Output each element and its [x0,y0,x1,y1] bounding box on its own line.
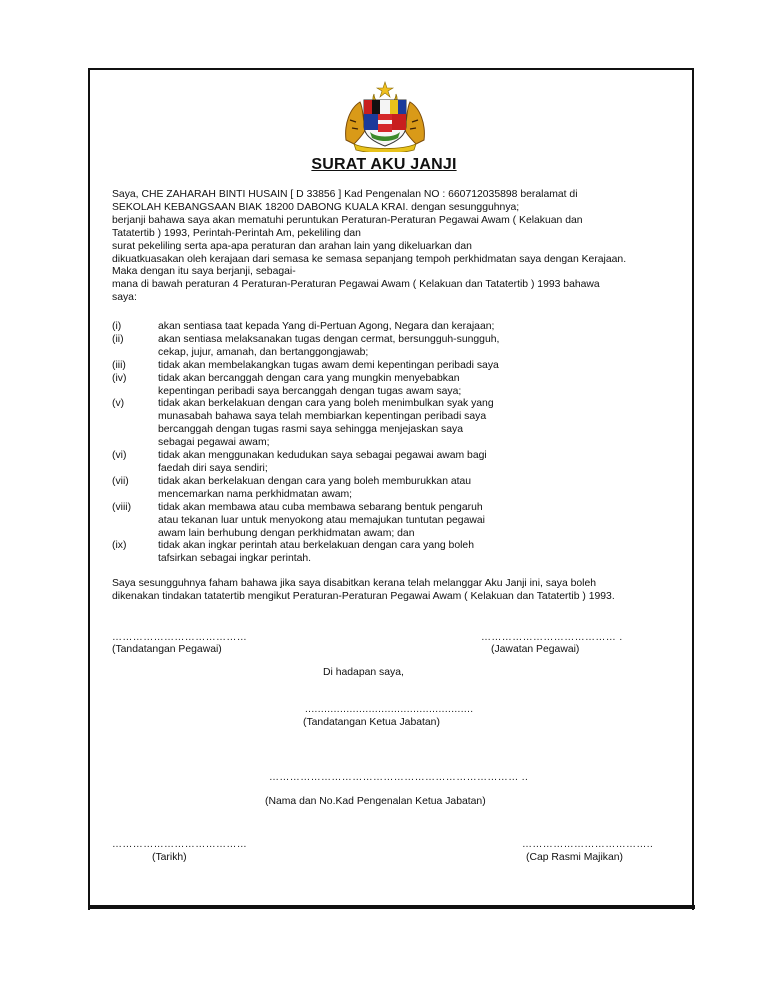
closing-line: dikenakan tindakan tatatertib mengikut Peraturan-Peraturan Pegawai Awam ( Kelakuan dan Tatatertib ) 1993. [112,590,615,602]
intro-line: Tatatertib ) 1993, Perintah-Perintah Am, pekeliling dan [112,227,361,239]
label-jawatan-pegawai: (Jawatan Pegawai) [491,644,580,655]
item-line: tidak akan berkelakuan dengan cara yang boleh memburukkan atau [158,475,472,487]
list-item [112,321,499,334]
item-line: tidak akan menggunakan kedudukan saya sebagai pegawai awam bagi [158,450,487,462]
item-line: mencemarkan nama perkhidmatan awam; [158,488,353,500]
label-nama-ketua: (Nama dan No.Kad Pengenalan Ketua Jabatan) [265,796,486,807]
intro-line: Saya, CHE ZAHARAH BINTI HUSAIN [ D 33856 ] Kad Pengenalan NO : 660712035898 beralamat di [112,189,578,200]
item-number: (vii) [112,475,129,487]
intro-line: dikuatkuasakan oleh kerajaan dari semasa ke semasa sepanjang tempoh perkhidmatan saya dengan Kerajaan. [112,253,627,265]
item-line: munasabah bahawa saya telah membiarkan kepentingan peribadi saya [158,411,487,423]
label-tandatangan-ketua: (Tandatangan Ketua Jabatan) [303,717,440,728]
intro-line: berjanji bahawa saya akan mematuhi peruntukan Peraturan-Peraturan Pegawai Awam ( Kelakuan dan [112,214,583,226]
item-line: tidak akan ingkar perintah atau berkelakuan dengan cara yang boleh [158,540,474,552]
bottom-rule [90,905,695,909]
pledge-list [112,321,499,566]
item-line: tafsirkan sebagai ingkar perintah. [158,553,312,565]
item-line: bercanggah dengan tugas rasmi saya sehingga menjejaskan saya [158,424,463,436]
item-number: (ix) [112,540,127,552]
intro-line: mana di bawah peraturan 4 Peraturan-Peraturan Pegawai Awam ( Kelakuan dan Tatatertib ) 1993 bahawa [112,279,600,291]
item-line: tidak akan membawa atau cuba membawa sebarang bentuk pengaruh [158,501,483,513]
item-line: tidak akan membelakangkan tugas awam demi kepentingan peribadi saya [158,359,499,371]
item-line: kepentingan peribadi saya bercanggah dengan tugas awam saya; [158,385,462,397]
item-number: (v) [112,398,125,410]
stamp-line: ……………………………….. [522,839,654,850]
closing-paragraph [112,578,615,604]
list-item [112,540,499,566]
list-item [112,360,499,373]
item-line: akan sentiasa melaksanakan tugas dengan cermat, bersungguh-sungguh, [158,333,500,345]
signature-line-jawatan: ………………………………… . [481,632,623,643]
item-number: (iii) [112,359,126,371]
list-item [112,450,499,476]
item-line: atau tekanan luar untuk menyokong atau memajukan tuntutan pegawai [158,514,485,526]
label-tandatangan-pegawai: (Tandatangan Pegawai) [112,644,222,655]
item-number: (viii) [112,501,132,513]
item-number: (ii) [112,333,124,345]
list-item [112,334,499,360]
label-tarikh: (Tarikh) [152,852,187,863]
item-line: cekap, jujur, amanah, dan bertanggongjawab; [158,346,369,358]
list-item [112,373,499,399]
item-line: faedah diri saya sendiri; [158,462,268,474]
item-line: tidak akan bercanggah dengan cara yang mungkin menyebabkan [158,372,460,384]
intro-line: saya: [112,292,137,304]
list-item [112,476,499,502]
document-title: SURAT AKU JANJI [311,156,457,173]
date-line: ………………………………… [112,839,248,850]
item-number: (vi) [112,450,127,462]
intro-line: surat pekeliling serta apa-apa peraturan dan arahan lain yang dikeluarkan dan [112,240,472,252]
signature-line-pegawai: ………………………………… [112,632,248,643]
list-item [112,502,499,541]
label-cap-rasmi: (Cap Rasmi Majikan) [526,852,624,863]
item-line: tidak akan berkelakuan dengan cara yang boleh menimbulkan syak yang [158,398,494,410]
di-hadapan-saya: Di hadapan saya, [323,667,404,678]
item-line: akan sentiasa taat kepada Yang di-Pertuan Agong, Negara dan kerajaan; [158,321,495,332]
intro-line: SEKOLAH KEBANGSAAN BIAK 18200 DABONG KUALA KRAI. dengan sesungguhnya; [112,201,520,213]
item-line: sebagai pegawai awam; [158,437,270,449]
closing-line: Saya sesungguhnya faham bahawa jika saya disabitkan kerana telah melanggar Aku Janji ini, saya boleh [112,578,597,589]
intro-paragraph [112,189,626,305]
item-number: (i) [112,321,122,332]
item-number: (iv) [112,372,127,384]
signature-line-ketua: ..................................................... [305,704,474,715]
name-line-ketua: ……………………………………………………………… .. [269,772,529,783]
item-line: awam lain berhubung dengan perkhidmatan awam; dan [158,527,415,539]
list-item [112,398,499,450]
coat-of-arms-icon [340,80,430,152]
intro-line: Maka dengan itu saya berjanji, sebagai- [112,266,296,278]
